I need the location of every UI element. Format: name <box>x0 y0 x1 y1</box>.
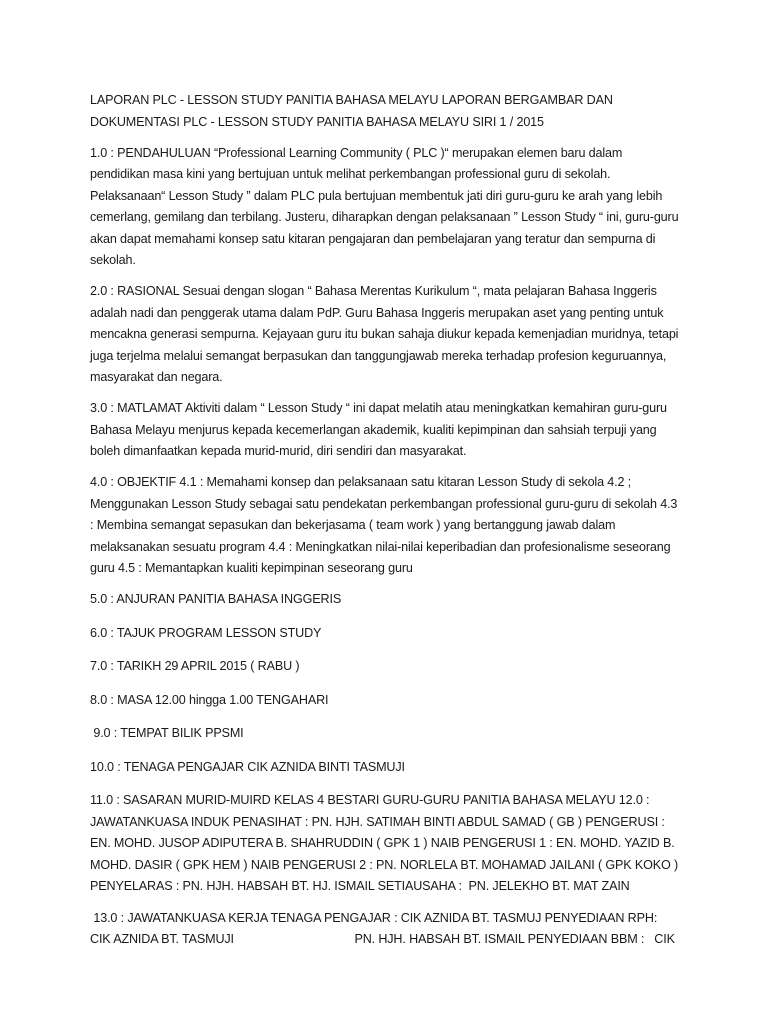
section-sasaran-jawatankuasa-induk: 11.0 : SASARAN MURID-MUIRD KELAS 4 BESTARI GURU-GURU PANITIA BAHASA MELAYU 12.0 : JAWATANKUASA INDUK PENASIHAT : PN. HJH. SATIMAH BINTI ABDUL SAMAD ( GB ) PENGERUSI : EN. MOHD. JUSOP ADIPUTERA B. SHAHRUDDIN ( GPK 1 ) NAIB PENGERUSI 1 : EN. MOHD. YAZID B. MOHD. DASIR ( GPK HEM ) NAIB PENGERUSI 2 : PN. NORLELA BT. MOHAMAD JAILANI ( GPK KOKO ) PENYELARAS : PN. HJH. HABSAH BT. HJ. ISMAIL SETIAUSAHA : PN. JELEKHO BT. MAT ZAIN <box>90 793 682 894</box>
section-objektif: 4.0 : OBJEKTIF 4.1 : Memahami konsep dan pelaksanaan satu kitaran Lesson Study di sekola 4.2 ; Menggunakan Lesson Study sebagai satu pendekatan perkembangan professional guru-guru di sekolah 4.3 : Membina semangat sepasukan dan bekerjasama ( team work ) yang bertanggung jawab dalam melaksanakan sesuatu program 4.4 : Meningkatkan nilai-nilai keperibadian dan profesionalisme seseorang guru 4.5 : Memantapkan kualiti kepimpinan seseorang guru <box>90 475 681 576</box>
section-pendahuluan: 1.0 : PENDAHULUAN “Professional Learning Community ( PLC )“ merupakan elemen baru dalam pendidikan masa kini yang bertujuan untuk melihat perkembangan professional guru di sekolah. Pelaksanaan“ Lesson Study ” dalam PLC pula bertujuan membentuk jati diri guru-guru ke arah yang lebih cemerlang, gemilang dan terbilang. Justeru, diharapkan dengan pelaksanaan ” Lesson Study “ ini, guru-guru akan dapat memahami konsep satu kitaran pengajaran dan pembelajaran yang teratur dan sempurna di sekolah. <box>90 145 682 268</box>
report-title: LAPORAN PLC - LESSON STUDY PANITIA BAHASA MELAYU LAPORAN BERGAMBAR DAN DOKUMENTASI PLC - LESSON STUDY PANITIA BAHASA MELAYU SIRI 1 / 2015 <box>90 93 617 129</box>
section-masa: 8.0 : MASA 12.00 hingga 1.00 TENGAHARI <box>90 692 329 707</box>
section-tarikh: 7.0 : TARIKH 29 APRIL 2015 ( RABU ) <box>90 659 300 674</box>
document-body <box>90 90 680 960</box>
section-rasional: 2.0 : RASIONAL Sesuai dengan slogan “ Bahasa Merentas Kurikulum “, mata pelajaran Bahasa Inggeris adalah nadi dan penggerak utama dalam PdP. Guru Bahasa Inggeris merupakan aset yang penting untuk mencakna generasi sempurna. Kejayaan guru itu bukan sahaja diukur kepada kemenjadian muridnya, tetapi juga terjelma melalui semangat berpasukan dan tanggungjawab mereka terhadap profesion keguruannya, masyarakat dan negara. <box>90 284 682 385</box>
section-tempat: 9.0 : TEMPAT BILIK PPSMI <box>90 726 244 741</box>
section-anjuran: 5.0 : ANJURAN PANITIA BAHASA INGGERIS <box>90 592 342 607</box>
section-jawatankuasa-kerja: 13.0 : JAWATANKUASA KERJA TENAGA PENGAJAR : CIK AZNIDA BT. TASMUJ PENYEDIAAN RPH: CIK AZNIDA BT. TASMUJI PN. HJH. HABSAH BT. ISMAIL PENYEDIAAN BBM : CIK <box>90 910 675 947</box>
section-tenaga-pengajar: 10.0 : TENAGA PENGAJAR CIK AZNIDA BINTI TASMUJI <box>90 759 405 774</box>
section-tajuk: 6.0 : TAJUK PROGRAM LESSON STUDY <box>90 625 322 640</box>
section-matlamat: 3.0 : MATLAMAT Aktiviti dalam “ Lesson Study “ ini dapat melatih atau meningkatkan kemahiran guru-guru Bahasa Melayu menjurus kepada kecemerlangan akademik, kualiti kepimpinan dan sahsiah terpuji yang boleh dimanfaatkan kepada murid-murid, diri sendiri dan masyarakat. <box>90 401 671 459</box>
